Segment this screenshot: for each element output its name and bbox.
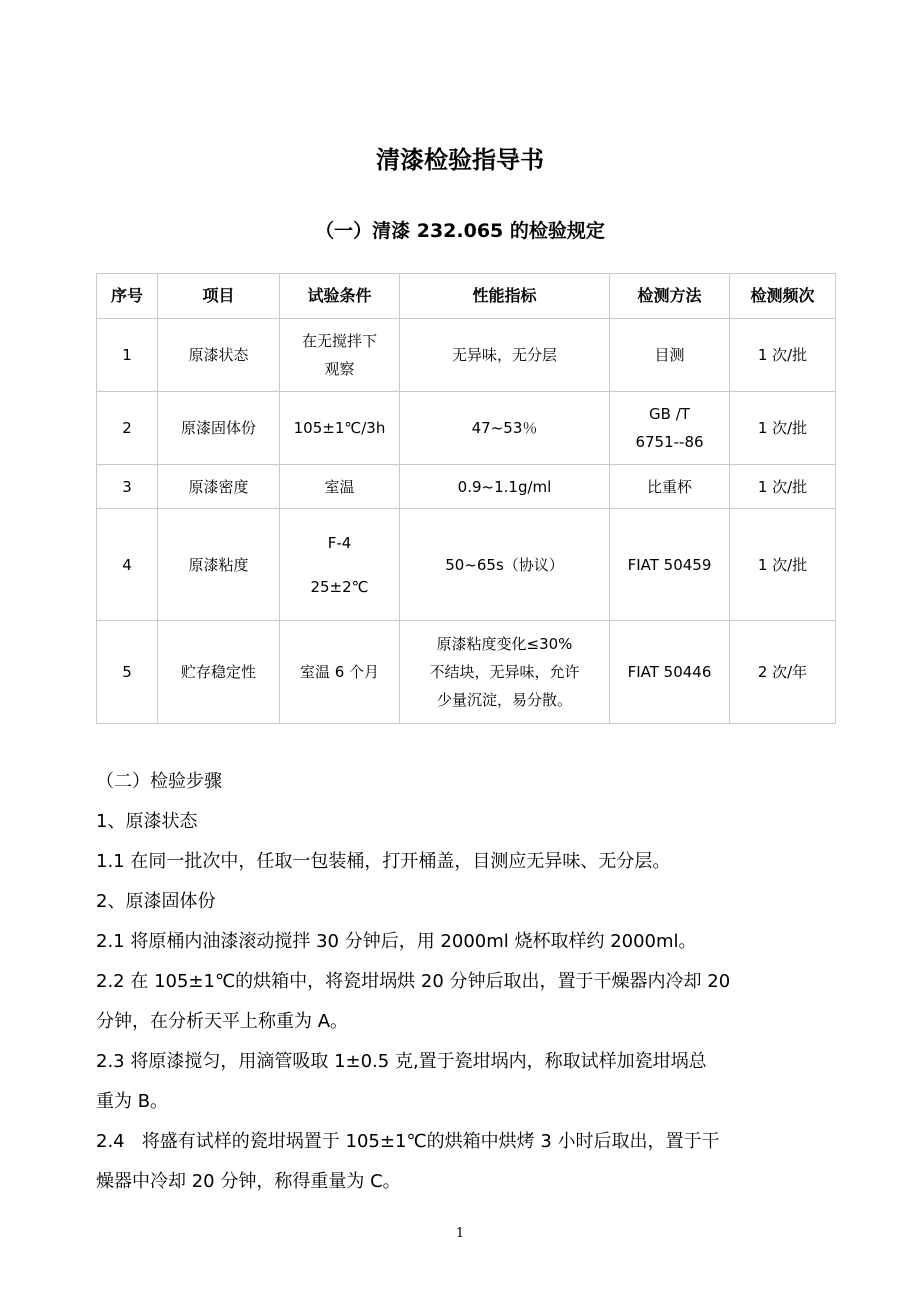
frequency-cell: 1 次/批 [730, 392, 836, 465]
condition-cell [280, 465, 400, 509]
condition-line: 室温 [324, 477, 355, 496]
method-line: 6751--86 [635, 433, 704, 451]
header-cell: 试验条件 [280, 274, 400, 319]
header-cell: 项目 [158, 274, 280, 319]
condition-cell [280, 392, 400, 465]
performance-cell [400, 621, 610, 724]
step-text-continued: 重为 B。 [96, 1091, 169, 1112]
condition-cell [280, 319, 400, 392]
frequency-cell: 1 次/批 [730, 319, 836, 392]
item-cell: 原漆密度 [158, 465, 280, 509]
table-row [97, 392, 836, 465]
step-text: 2.4 将盛有试样的瓷坩埚置于 105±1℃的烘箱中烘烤 3 小时后取出，置于干 [96, 1131, 720, 1152]
row-number: 2 [97, 392, 158, 465]
step-text-continued: 分钟，在分析天平上称重为 A。 [96, 1011, 349, 1032]
method-line: GB /T [649, 405, 690, 423]
condition-line: F-4 [327, 533, 352, 552]
method-line: 目测 [654, 346, 685, 364]
frequency-cell: 1 次/批 [730, 509, 836, 621]
performance-line: 无异味，无分层 [451, 346, 557, 364]
section-title: （一）清漆 232.065 的检验规定 [315, 220, 605, 242]
table-header-row [97, 274, 836, 319]
step-text: 2.2 在 105±1℃的烘箱中，将瓷坩埚烘 20 分钟后取出，置于干燥器内冷却 20 [96, 971, 731, 992]
step-text: 1.1 在同一批次中，任取一包装桶，打开桶盖，目测应无异味、无分层。 [96, 851, 671, 872]
row-number: 1 [97, 319, 158, 392]
performance-line: 原漆粘度变化≤30% [436, 635, 573, 653]
method-cell [610, 509, 730, 621]
performance-line: 不结块，无异味，允许 [429, 663, 580, 681]
step-text: 2.1 将原桶内油漆滚动搅拌 30 分钟后，用 2000ml 烧杯取样约 2000ml。 [96, 931, 697, 952]
condition-line: 105±1℃/3h [293, 419, 386, 437]
condition-line: 观察 [324, 360, 355, 378]
item-cell: 原漆固体份 [158, 392, 280, 465]
row-number: 3 [97, 465, 158, 509]
condition-line: 在无搅拌下 [301, 332, 377, 350]
table-row [97, 621, 836, 724]
inspection-steps [96, 762, 836, 1202]
header-cell: 序号 [97, 274, 158, 319]
method-cell [610, 319, 730, 392]
performance-cell [400, 465, 610, 509]
performance-cell [400, 392, 610, 465]
item-cell: 原漆状态 [158, 319, 280, 392]
table-row [97, 465, 836, 509]
method-cell [610, 465, 730, 509]
table-row [97, 509, 836, 621]
row-number: 4 [97, 509, 158, 621]
condition-cell [280, 621, 400, 724]
method-cell [610, 392, 730, 465]
condition-cell [280, 509, 400, 621]
performance-line: 少量沉淀，易分散。 [436, 691, 572, 709]
condition-line: 室温 6 个月 [299, 663, 380, 681]
page-number: 1 [455, 1226, 465, 1241]
method-cell [610, 621, 730, 724]
performance-line: 47~53％ [471, 419, 538, 437]
section-heading: （二）检验步骤 [96, 771, 222, 792]
document-title: 清漆检验指导书 [376, 146, 544, 174]
performance-line: 50~65s（协议） [445, 555, 564, 574]
item-cell: 原漆粘度 [158, 509, 280, 621]
condition-line: 25±2℃ [310, 577, 369, 596]
frequency-cell: 1 次/批 [730, 465, 836, 509]
performance-cell [400, 319, 610, 392]
item-cell: 贮存稳定性 [158, 621, 280, 724]
step-text-continued: 燥器中冷却 20 分钟，称得重量为 C。 [96, 1171, 401, 1192]
step-heading: 2、原漆固体份 [96, 891, 216, 912]
step-text: 2.3 将原漆搅匀，用滴管吸取 1±0.5 克,置于瓷坩埚内，称取试样加瓷坩埚总 [96, 1051, 707, 1072]
performance-line: 0.9~1.1g/ml [457, 477, 552, 496]
inspection-spec-table [96, 273, 836, 724]
row-number: 5 [97, 621, 158, 724]
header-cell: 性能指标 [400, 274, 610, 319]
method-line: 比重杯 [646, 477, 692, 496]
step-heading: 1、原漆状态 [96, 811, 198, 832]
performance-cell [400, 509, 610, 621]
table-row [97, 319, 836, 392]
header-cell: 检测方法 [610, 274, 730, 319]
method-line: FIAT 50446 [627, 663, 712, 681]
method-line: FIAT 50459 [627, 555, 712, 574]
frequency-cell: 2 次/年 [730, 621, 836, 724]
header-cell: 检测频次 [730, 274, 836, 319]
